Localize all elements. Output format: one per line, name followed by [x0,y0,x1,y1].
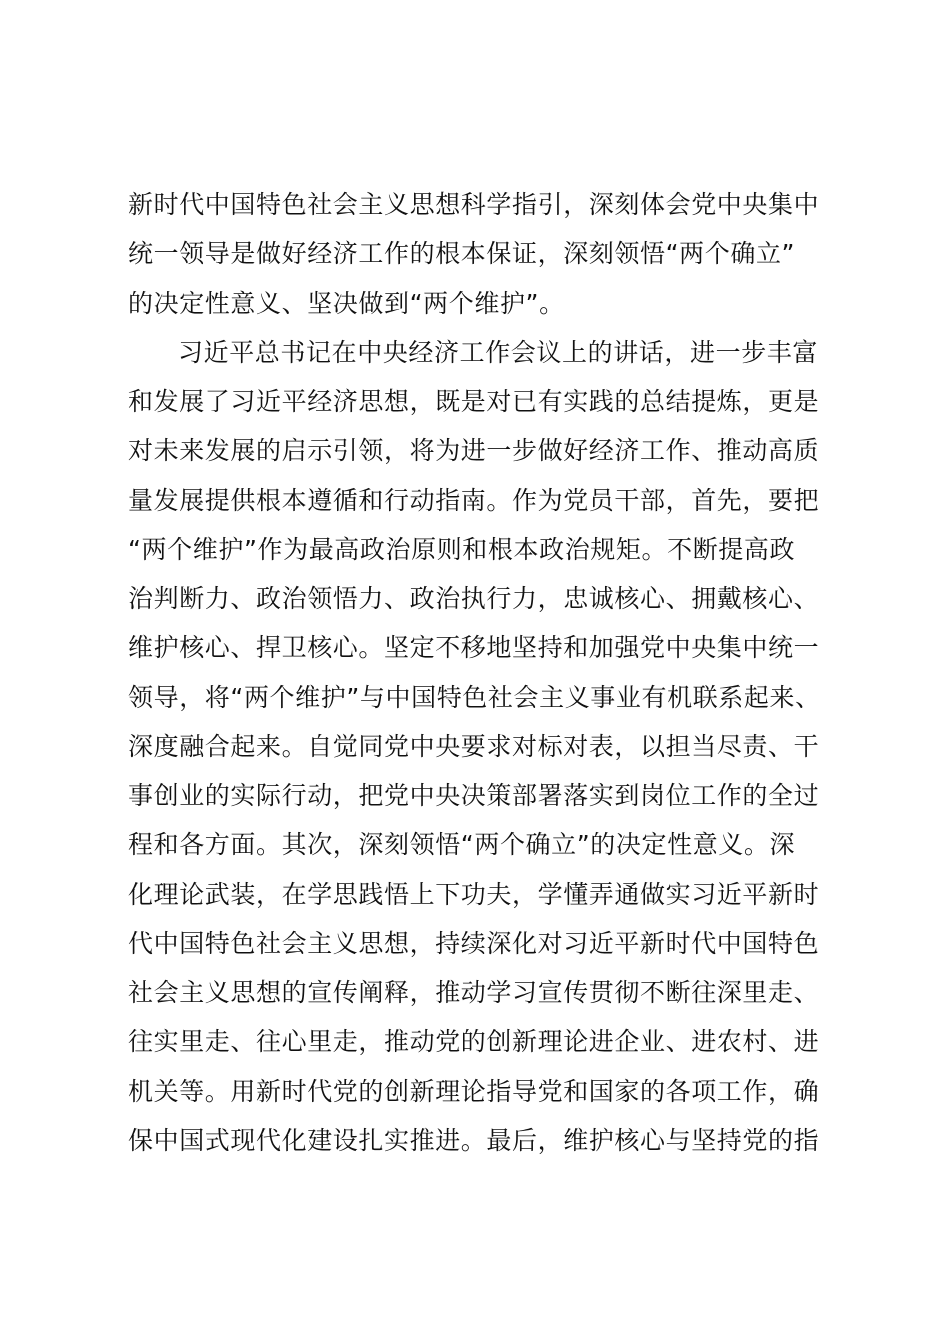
text-line: 治判断力、政治领悟力、政治执行力，忠诚核心、拥戴核心、 [128,584,820,613]
text-line: 机关等。用新时代党的创新理论指导党和国家的各项工作，确 [128,1076,820,1106]
text-line: 社会主义思想的宣传阐释，推动学习宣传贯彻不断往深里走、 [128,978,820,1007]
text-line: 量发展提供根本遵循和行动指南。作为党员干部，首先，要把 [128,485,820,515]
text-line: 保中国式现代化建设扎实推进。最后，维护核心与坚持党的指 [128,1125,820,1155]
text-line: 领导，将“两个维护”与中国特色社会主义事业有机联系起来、 [128,682,821,712]
text-line: 的决定性意义、坚决做到“两个维护”。 [128,288,565,318]
text-line: 维护核心、捍卫核心。坚定不移地坚持和加强党中央集中统一 [128,633,820,663]
text-line: 程和各方面。其次，深刻领悟“两个确立”的决定性意义。深 [128,830,796,860]
text-line: 代中国特色社会主义思想，持续深化对习近平新时代中国特色 [128,928,820,958]
paragraph-first-line: 习近平总书记在中央经济工作会议上的讲话，进一步丰富 [178,337,819,367]
text-line: 和发展了习近平经济思想，既是对已有实践的总结提炼，更是 [128,387,820,416]
text-line: 事创业的实际行动，把党中央决策部署落实到岗位工作的全过 [128,781,820,810]
text-line: 深度融合起来。自觉同党中央要求对标对表，以担当尽责、干 [128,731,820,761]
text-line: 统一领导是做好经济工作的根本保证，深刻领悟“两个确立” [128,239,796,269]
text-line: “两个维护”作为最高政治原则和根本政治规矩。不断提高政 [128,534,796,564]
text-line: 化理论武装，在学思践悟上下功夫，学懂弄通做实习近平新时 [128,879,820,909]
body-text [128,180,850,1165]
text-line: 新时代中国特色社会主义思想科学指引，深刻体会党中央集中 [128,190,820,219]
text-line: 对未来发展的启示引领，将为进一步做好经济工作、推动高质 [128,436,820,466]
text-line: 往实里走、往心里走，推动党的创新理论进企业、进农村、进 [128,1027,820,1057]
